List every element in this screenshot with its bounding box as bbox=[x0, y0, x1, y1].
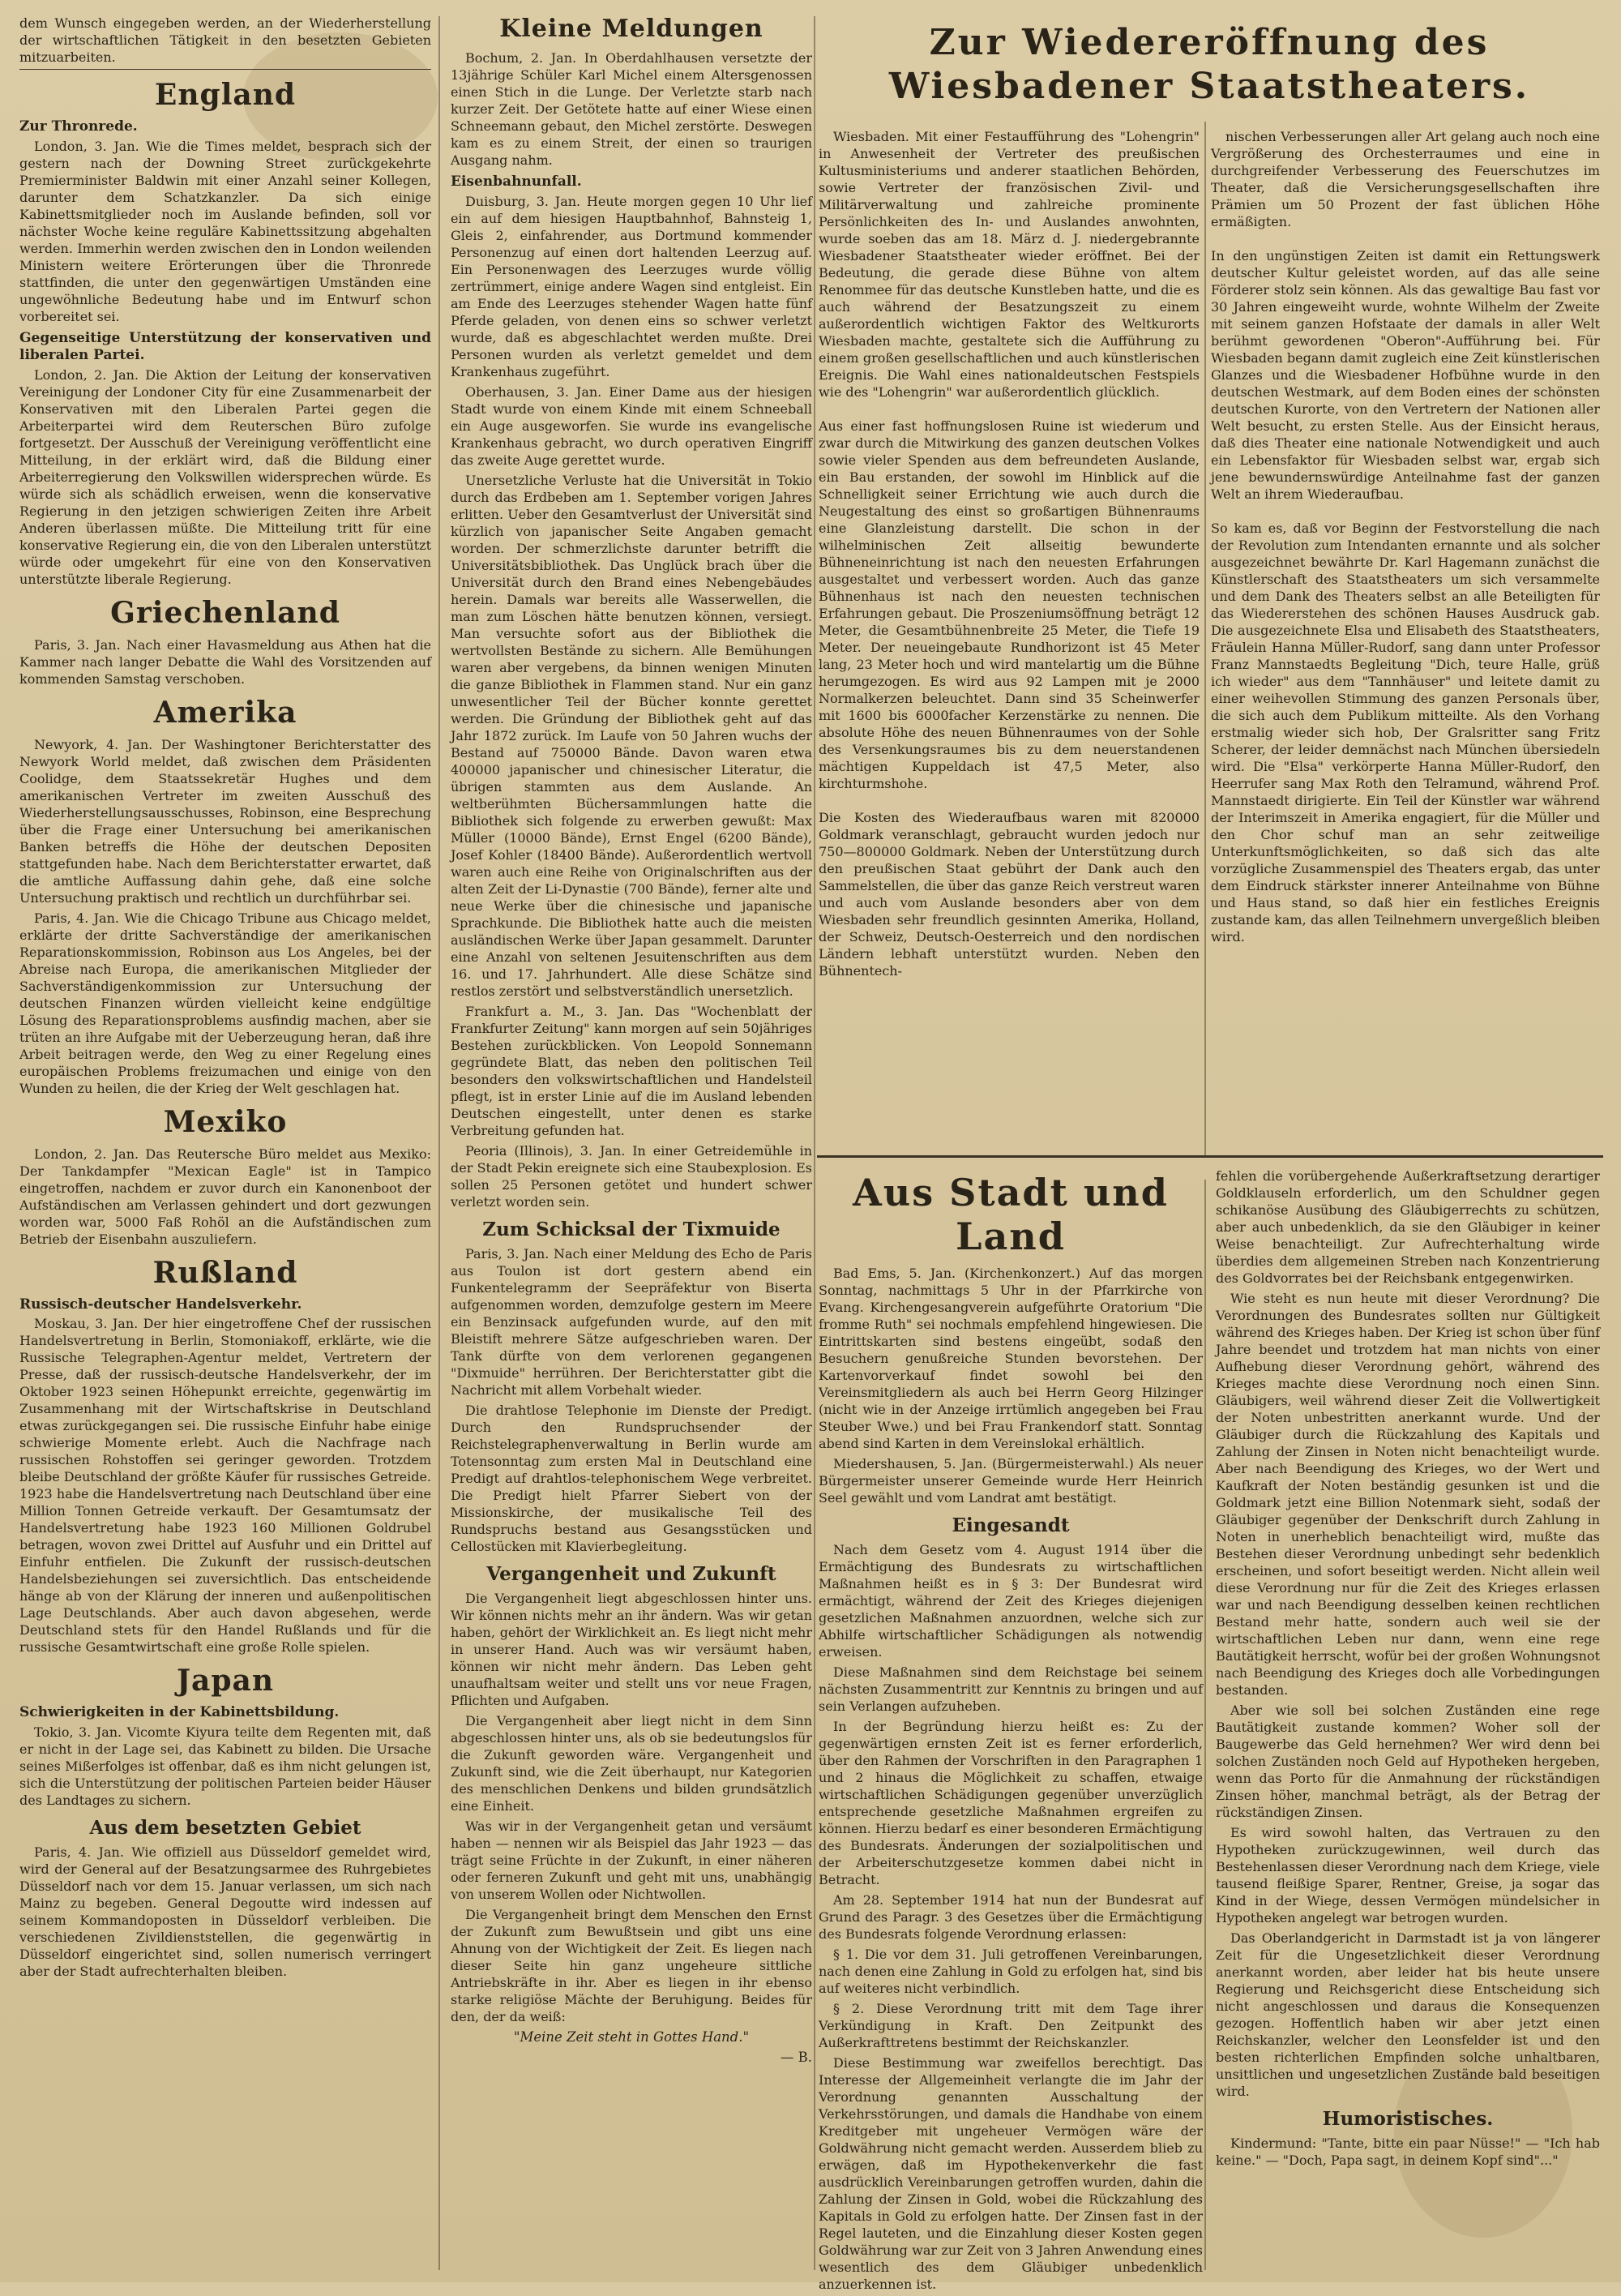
article-paragraph: Kindermund: "Tante, bitte ein paar Nüsse!" — "Ich hab keine." — "Doch, Papa sagt, in deinem Kopf sind"..." bbox=[1216, 2135, 1600, 2168]
section-heading-griechenland: Griechenland bbox=[110, 595, 340, 630]
article-paragraph: Tokio, 3. Jan. Vicomte Kiyura teilte dem Regenten mit, daß er nicht in der Lage sei, das Kabinett zu bilden. Die Ursache seines Mißerfolges ist offenbar, daß es ihm nicht gelungen ist, sich die Unterstützung der politischen Parteien beider Häuser des Landtages zu sichern. bbox=[19, 1724, 431, 1808]
article-paragraph: § 1. Die vor dem 31. Juli getroffenen Vereinbarungen, nach denen eine Zahlung in Gold zu erfolgen hat, sind bis auf weiteres nicht verbindlich. bbox=[819, 1947, 1203, 1996]
article-paragraph: Die Vergangenheit aber liegt nicht in dem Sinn abgeschlossen hinter uns, als ob sie bedeutungslos für die Zukunft geworden wäre. Vergangenheit und Zukunft sind, wie die Zeit überhaupt, nur Kategorien des menschlichen Denkens und bilden grundsätzlich eine Einheit. bbox=[451, 1712, 812, 1814]
article-paragraph: Duisburg, 3. Jan. Heute morgen gegen 10 Uhr lief ein auf dem hiesigen Hauptbahnhof, Bahnsteig 1, Gleis 2, einfahrender, aus Dortmund kommender Personenzug auf einen dort haltenden Leerzug auf. Ein Personenwagen des Leerzuges wurde völlig zertrümmert, einige andere Wagen sind entgleist. Ein am Ende des Leerzuges stehender Wagen hatte fünf Pferde geladen, von denen eins so schwer verletzt wurde, daß es abgeschlachtet werden mußte. Drei Personen wurden als verletzt gemeldet und dem Krankenhaus zugeführt. bbox=[451, 193, 812, 379]
article-paragraph: Miedershausen, 5. Jan. (Bürgermeisterwahl.) Als neuer Bürgermeister unserer Gemeinde wurde Herr Heinrich Seel gewählt und vom Landrat amt bestätigt. bbox=[819, 1456, 1203, 1506]
subheading: Schwierigkeiten in der Kabinettsbildung. bbox=[19, 1704, 340, 1720]
article-paragraph: Diese Bestimmung war zweifellos berechtigt. Das Interesse der Allgemeinheit verlangte die im Jahr der Verordnung genannten Ausschaltung der Verkehrsstörungen, und damals die Handhabe von einem Kreditgeber mit ungeheuer Vermögen wäre der Goldwährung nicht gemacht werden. Ausserdem blieb zu erwägen, daß im Hypothekenverkehr die fast ausdrücklich Vereinbarungen getroffen wurden, dahin die Zahlung der Zinsen in Gold, wobei die Rückzahlung des Kapitals in Gold zu erfolgen hatte. Der Zinsen fast in der Regel lauteten, und die Einzahlung dieser Kosten gegen Goldwährung war zur Zeit von 3 Jahren Anwendung eines wesentlich des dem Gläubiger unbedenklich anzuerkennen ist. bbox=[819, 2055, 1203, 2292]
subheading: Eisenbahnunfall. bbox=[451, 173, 582, 190]
section-heading-england: England bbox=[154, 78, 297, 112]
section-heading-vergangenheit: Vergangenheit und Zukunft bbox=[486, 1562, 776, 1585]
stadt-column-b bbox=[1216, 1167, 1600, 2296]
column-1 bbox=[19, 15, 431, 2268]
article-paragraph: Frankfurt a. M., 3. Jan. Das "Wochenblatt der Frankfurter Zeitung" kann morgen auf sein 50jähriges Bestehen zurückblicken. Von Leopold Sonnemann gegründete Blatt, das neben den politischen Teil besonders den volkswirtschaftlichen und Handelsteil pflegt, ist in erster Linie auf die im Ausland lebenden Deutschen eingestellt, unter denen es starke Verbreitung gefunden hat. bbox=[451, 1003, 812, 1138]
section-heading-mexiko: Mexiko bbox=[163, 1104, 288, 1139]
theater-headline bbox=[819, 15, 1600, 136]
section-heading-russland: Rußland bbox=[152, 1255, 298, 1290]
article-paragraph: Paris, 4. Jan. Wie offiziell aus Düsseldorf gemeldet wird, wird der General auf der Besatzungsarmee des Ruhrgebietes Düsseldorf nach vor dem 15. Januar verlassen, um sich nach Mainz zu begeben. General Degoutte wird indessen auf seinem Kommandoposten in Düsseldorf verbleiben. Die verschiedenen Zivildienststellen, die gegenwärtig in Düsseldorf eingerichtet sind, sollen numerisch verringert aber der Stadt aufrechterhalten bleiben. bbox=[19, 1844, 431, 1979]
section-heading-eingesandt: Eingesandt bbox=[952, 1514, 1070, 1536]
stadt-column-a bbox=[819, 1167, 1203, 2296]
aus-stadt-und-land bbox=[819, 1167, 1601, 2292]
article-paragraph: Das Oberlandgericht in Darmstadt ist ja von längerer Zeit für die Ungesetzlichkeit dieser Verordnung anerkannt worden, aber leider hat bis heute unsere Regierung und Reichsgericht diese Entscheidung sich nicht angeschlossen und daraus die Konsequenzen gezogen. Hoffentlich haben wir aber jetzt einen Reichskanzler, welcher den Leonsfelder ist und den besten richterlichen Empfinden solche unhaltbaren, unsittlichen und ungesetzlichen Zustände bald beseitigen wird. bbox=[1216, 1930, 1600, 2099]
section-heading-besetzt: Aus dem besetzten Gebiet bbox=[89, 1816, 361, 1839]
article-paragraph: In der Begründung hierzu heißt es: Zu der gegenwärtigen ernsten Zeit ist es ferner erforderlich, über den Rahmen der Vorschriften in den Paragraphen 1 und 2 hinaus die Möglichkeit zu schaffen, etwaige wirtschaftlichen Schädigungen gegenüber unverzüglich entsprechende gesetzliche Maßnahmen ergreifen zu können. Hierzu bedarf es einer besonderen Ermächtigung des Bundesrats. Änderungen der sozialpolitischen und der Arbeiterschutzgesetze kommen dabei nicht in Betracht. bbox=[819, 1719, 1203, 1887]
article-paragraph: Paris, 3. Jan. Nach einer Meldung des Echo de Paris aus Toulon ist dort gestern abend ein Funkentelegramm der Seepräfektur von Biserta aufgenommen worden, demzufolge gestern im Meere ein Benzinsack aufgefunden wurde, auf den mit Bleistift mehrere Sätze aufgeschrieben waren. Der Tank dürfte von dem verlorenen gegangenen "Dixmuide" herrühren. Der Berichterstatter gibt die Nachricht mit allem Vorbehalt wieder. bbox=[451, 1245, 812, 1398]
subheading: Russisch-deutscher Handelsverkehr. bbox=[19, 1296, 302, 1313]
article-paragraph: London, 2. Jan. Das Reutersche Büro meldet aus Mexiko: Der Tankdampfer "Mexican Eagle" ist in Tampico eingetroffen, nachdem er zuvor durch ein Kanonenboot der Aufständischen am Verlassen gehindert und dort gezwungen worden war, 5000 Faß Rohöl an die Aufständischen zum Betrieb der Eisenbahn auszuliefern. bbox=[19, 1146, 431, 1247]
article-paragraph: Peoria (Illinois), 3. Jan. In einer Getreidemühle in der Stadt Pekin ereignete sich eine Staubexplosion. Es sollen 25 Personen getötet und hundert schwer verletzt worden sein. bbox=[451, 1142, 812, 1210]
article-paragraph: nischen Verbesserungen aller Art gelang auch noch eine Vergrößerung des Orchesterraumes und eine in durchgreifender Verbesserung des Feuerschutzes im Theater, daß die Versicherungsgesellschaften ihre Prämien um 50 Prozent der fast üblichen Höhe ermäßigten. In den ungünstigen Zeiten ist damit ein Rettungswerk deutscher Kultur geleistet worden, auf das alle seine Förderer stolz sein können. Als das gewaltige Bau fast vor 30 Jahren eingeweiht wurde, wohnte Wilhelm der Zweite mit seinem ganzen Hofstaate der damals in aller Welt berühmt gewordenen "Oberon"-Aufführung bei. Für Wiesbaden begann damit zugleich eine Zeit künstlerischen Glanzes und die Wiesbadener Hofbühne wurde in den deutschen Westmark, auf dem Boden eines der schönsten deutschen Kurorte, von den Vertretern der Nationen aller Welt besucht, zu ersten Stelle. Aus der Einsicht heraus, daß dies Theater eine nationale Notwendigkeit und auch ein Lebensfaktor für Wiesbaden selbst war, ergab sich jene bewundernswürdige Anteilnahme fast der ganzen Welt an ihrem Wiederaufbau. So kam es, daß vor Beginn der Festvorstellung die nach der Revolution zum Intendanten ernannte und als solcher ausgezeichnet bewährte Dr. Karl Hagemann zunächst die Künstlerschaft des Staatstheaters um sich versammelte und dem Dank des Theaters selbst an alle Beteiligten für das Wiedererstehen des schönen Hauses Ausdruck gab. Die ausgezeichnete Elsa und Elisabeth des Staatstheaters, Fräulein Hanna Müller-Rudorf, sang dann unter Professor Franz Mannstaedts Begleitung "Dich, teure Halle, grüß ich wieder" aus dem "Tannhäuser" und leitete damit zu einer weihevollen Stimmung des ganzen Personals über, die sich auch dem Publikum mitteilte. Als den Vorhang erstmalig wieder sich hob, Der Gralsritter sang Fritz Scherer, der leider demnächst nach München übersiedeln wird. Die "Elsa" verkörperte Hanna Müller-Rudorf, den Heerrufer sang Max Roth den Telramund, während Prof. Mannstaedt dirigierte. Ein Teil der Künstler war während der Interimszeit in Amerika engagiert, für die Müller und den Chor schuf man an sehr zeitweilige Unterkunftsmöglichkeiten, so daß sich das alte vorzügliche Zusammenspiel des Theaters ergab, das unter dem Eindruck stärkster innerer Anteilnahme von Bühne und Haus stand, so daß hier ein festliches Ereignis zustande kam, das allen Teilnehmern unvergeßlich bleiben wird. bbox=[1211, 129, 1600, 945]
signature: — B. bbox=[780, 2050, 812, 2065]
section-heading-kleine-meldungen: Kleine Meldungen bbox=[499, 15, 763, 43]
section-rule bbox=[817, 1155, 1603, 1158]
column-rule bbox=[1204, 122, 1206, 1155]
column-rule bbox=[438, 16, 440, 2270]
article-paragraph: Bochum, 2. Jan. In Oberdahlhausen versetzte der 13jährige Schüler Karl Michel einem Altersgenossen einen Stich in die Lunge. Der Verletzte starb nach kurzer Zeit. Der Getötete hatte auf einer Wiese einen Schneemann gebaut, den Michel zerstörte. Deswegen kam es zu einem Streit, der einen so traurigen Ausgang nahm. bbox=[451, 50, 812, 168]
article-paragraph: Nach dem Gesetz vom 4. August 1914 über die Ermächtigung des Bundesrats zu wirtschaftlichen Maßnahmen heißt es in § 3: Der Bundesrat wird ermächtigt, während der Zeit des Krieges diejenigen gesetzlichen Maßnahmen anzuordnen, welche sich zur Abhilfe wirtschaftlicher Schädigungen als notwendig erweisen. bbox=[819, 1542, 1203, 1660]
headline-line-1: Zur Wiedereröffnung des bbox=[929, 22, 1490, 63]
headline-line-2: Wiesbadener Staatstheaters. bbox=[888, 66, 1530, 107]
article-paragraph: Paris, 3. Jan. Nach einer Havasmeldung aus Athen hat die Kammer nach langer Debatte die Wahl des Vorsitzenden auf kommenden Samstag verschoben. bbox=[19, 636, 431, 687]
article-paragraph: § 2. Diese Verordnung tritt mit dem Tage ihrer Verkündigung in Kraft. Den Zeitpunkt des Außerkrafttretens bestimmt der Reichskanzler. bbox=[819, 2001, 1203, 2050]
article-paragraph: Die Vergangenheit bringt dem Menschen den Ernst der Zukunft zum Bewußtsein und gibt uns eine Ahnung von der Wichtigkeit der Zeit. Es liegen nach dieser Seite hin ganz ungeheure sittliche Antriebskräfte in ihr. Aber es liegen in ihr ebenso starke religiöse Mächte der Beruhigung. Beides für den, der da weiß: bbox=[451, 1906, 812, 2024]
divider bbox=[19, 69, 431, 70]
article-paragraph: Bad Ems, 5. Jan. (Kirchenkonzert.) Auf das morgen Sonntag, nachmittags 5 Uhr in der Pfarrkirche von Evang. Kirchengesangverein aufgeführte Oratorium "Die fromme Ruth" sei nochmals empfehlend hingewiesen. Die Eintrittskarten sind bestens eingeübt, sodaß den Besuchern genußreiche Stunden bevorstehen. Der Kartenvorverkauf findet sowohl bei den Vereinsmitgliedern als auch bei Herrn Georg Hilzinger (nicht wie in der Anzeige irrtümlich angegeben bei Frau Steuber Wwe.) und bei Frau Frankendorf statt. Sonntag abend sind Karten in dem Vereinslokal erhältlich. bbox=[819, 1266, 1203, 1451]
article-paragraph: Am 28. September 1914 hat nun der Bundesrat auf Grund des Paragr. 3 des Gesetzes über die Ermächtigung des Bundesrats folgende Verordnung erlassen: bbox=[819, 1892, 1203, 1942]
article-paragraph: Oberhausen, 3. Jan. Einer Dame aus der hiesigen Stadt wurde von einem Kinde mit einem Schneeball ein Auge ausgeworfen. Sie wurde ins evangelische Krankenhaus gebracht, wo durch operativen Eingriff das zweite Auge gerettet wurde. bbox=[451, 383, 812, 468]
article-paragraph: Was wir in der Vergangenheit getan und versäumt haben — nennen wir als Beispiel das Jahr 1923 — das trägt seine Früchte in der Zukunft, in einer näheren oder ferneren Zukunft und geht mit uns, unabhängig von unserem Wollen oder Nichtwollen. bbox=[451, 1818, 812, 1902]
section-heading-tixmuide: Zum Schicksal der Tixmuide bbox=[482, 1218, 781, 1240]
article-paragraph: Wie steht es nun heute mit dieser Verordnung? Die Verordnungen des Bundesrates sollten nur Gültigkeit während des Krieges haben. Der Krieg ist schon über fünf Jahre beendet und trotzdem hat man nichts von einer Aufhebung dieser Verordnung gehört, während des Krieges machte diese Verordnung noch einen Sinn. Gläubigers, weil während dieser Zeit die Vollwertigkeit der Noten unbestritten anerkannt wurde. Und der Gläubiger durch die Rückzahlung des Kapitals und Zahlung der Zinsen in Noten nicht benachteiligt wurde. Aber nach Beendigung des Krieges, wo der Wert und Kaufkraft der Noten beständig gesunken ist und die Goldmark jetzt eine Billion Notenmark sieht, sodaß der Gläubiger gegenüber der Denkschrift durch Zahlung in Noten in unerheblich benachteiligt wird, mußte das Bestehen dieser Verordnung unbedingt sehr bedenklich erscheinen, und sofort beseitigt werden. Nicht allein weil diese Verordnung nur für die Zeit des Krieges erlassen war und nach Beendigung desselben keinen rechtlichen Bestand mehr hatte, sondern auch weil sie der wirtschaftlichen Leben nur dann, wenn eine rege Bautätigkeit herrscht, wofür bei der großen Wohnungsnot nach Beendigung des Krieges doch alle Vorbedingungen bestanden. bbox=[1216, 1291, 1600, 1698]
theater-column-b bbox=[1211, 128, 1600, 1151]
column-rule bbox=[814, 16, 815, 2270]
section-heading-amerika: Amerika bbox=[153, 695, 297, 730]
section-heading-aus-stadt: Aus Stadt und Land bbox=[853, 1171, 1169, 1258]
article-paragraph: Diese Maßnahmen sind dem Reichstage bei seinem nächsten Zusammentritt zur Kenntnis zu bringen und auf sein Verlangen aufzuheben. bbox=[819, 1664, 1203, 1714]
subheading: Gegenseitige Unterstützung der konservativen und liberalen Partei. bbox=[19, 329, 431, 363]
article-paragraph: London, 3. Jan. Wie die Times meldet, besprach sich der gestern nach der Downing Street zurückgekehrte Premierminister Baldwin mit einer Anzahl seiner Kollegen, darunter dem Schatzkanzler. Da sich einige Kabinettsmitglieder noch im Auslande befinden, soll vor nächster Woche keine reguläre Kabinettssitzung abgehalten werden. Immerhin werden zwischen den in London weilenden Ministern weitere Erörterungen über die Thronrede stattfinden, die unter den gegenwärtigen Umständen eine ungewöhnliche Bedeutung habe und im Entwurf schon vorbereitet sei. bbox=[19, 138, 431, 324]
intro-text: dem Wunsch eingegeben werden, an der Wiederherstellung der wirtschaftlichen Tätigkeit in den besetzten Gebieten mitzuarbeiten. bbox=[19, 15, 431, 65]
article-paragraph: Die drahtlose Telephonie im Dienste der Predigt. Durch den Rundspruchsender der Reichstelegraphenverwaltung in Berlin wurde am Totensonntag zum ersten Mal in Deutschland eine Predigt auf drahtlos-telephonischem Wege verbreitet. Die Predigt hielt Pfarrer Siebert von der Missionskirche, der musikalische Teil des Rundspruchs bestand aus Gesangsstücken und Cellostücken mit Klavierbegleitung. bbox=[451, 1402, 812, 1554]
column-2 bbox=[451, 15, 812, 2268]
article-paragraph: Die Vergangenheit liegt abgeschlossen hinter uns. Wir können nichts mehr an ihr ändern. Was wir getan haben, gehört der Wirklichkeit an. Es liegt nicht mehr in unserer Hand. Auch was wir versäumt haben, können wir nicht mehr ändern. Das Leben geht unaufhaltsam weiter und stellt uns vor neue Fragen, Pflichten und Aufgaben. bbox=[451, 1590, 812, 1708]
section-heading-humoristisches: Humoristisches. bbox=[1322, 2108, 1494, 2130]
subheading: Zur Thronrede. bbox=[19, 118, 138, 135]
article-paragraph: Paris, 4. Jan. Wie die Chicago Tribune aus Chicago meldet, erklärte der dritte Sachverständige der amerikanischen Reparationskommission, Robinson aus Los Angeles, bei der Abreise nach Europa, die amerikanischen Mitglieder der Sachverständigenkommission zur Untersuchung der deutschen Finanzen würden vielleicht keine endgültige Lösung des Reparationsproblems ausfindig machen, aber sie trüten an ihre Aufgabe mit der Ueberzeugung heran, daß ihre Arbeit beitragen werde, den Weg zu einer Regelung eines europäischen Problems freizumachen und einige von den Wunden zu heilen, die der Krieg der Welt geschlagen hat. bbox=[19, 910, 431, 1096]
article-paragraph: Aber wie soll bei solchen Zuständen eine rege Bautätigkeit zustande kommen? Woher soll der Baugewerbe das Geld hernehmen? Wer wird denn bei solchen Zuständen noch Geld auf Hypotheken hergeben, wenn das Porto für die Anmahnung der rückständigen Zinsen höher, manchmal beträgt, als der Betrag der rückständigen Zinsen. bbox=[1216, 1703, 1600, 1820]
quote: "Meine Zeit steht in Gottes Hand." bbox=[513, 2028, 750, 2045]
section-heading-japan: Japan bbox=[176, 1664, 275, 1698]
article-paragraph: Unersetzliche Verluste hat die Universität in Tokio durch das Erdbeben am 1. September vorigen Jahres erlitten. Ueber den Gesamtverlust der Universität sind kürzlich von japanischer Seite Angaben gemacht worden. Der schmerzlichste darunter betrifft die Universitätsbibliothek. Das Unglück brach über die Universität durch den Brand eines Nebengebäudes herein. Damals war bereits alle Wasserwellen, die man zum Löschen hätte benutzen können, versiegt. Man versuchte sofort aus der Bibliothek die wertvollsten Bestände zu sichern. Alle Bemühungen waren aber vergebens, da binnen wenigen Minuten die ganze Bibliothek in Flammen stand. Nur ein ganz unwesentlicher Teil der Bücher konnte gerettet werden. Die Gründung der Bibliothek geht auf das Jahr 1872 zurück. Im Laufe von 50 Jahren wuchs der Bestand auf 750000 Bände. Davon waren etwa 400000 japanischer und chinesischer Literatur, die übrigen stammten aus dem Auslande. An weltberühmten Büchersammlungen hatte die Bibliothek sich folgende zu erwerben gewußt: Max Müller (10000 Bände), Ernst Engel (6200 Bände), Josef Kohler (18400 Bände). Außerordentlich wertvoll waren auch eine Reihe von Originalschriften aus der alten Zeit der Li-Dynastie (700 Bände), ferner alte und neue Werke über die chinesische und japanische Sprachkunde. Die Bibliothek hatte auch die meisten ausländischen Werke über Japan gesammelt. Darunter eine Anzahl von seltenen Jesuitenschriften aus dem 16. und 17. Jahrhundert. Alle diese Schätze sind restlos zerstört und selbstverständlich unersetzlich. bbox=[451, 472, 812, 999]
article-paragraph: Newyork, 4. Jan. Der Washingtoner Berichterstatter des Newyork World meldet, daß zwischen dem Präsidenten Coolidge, dem Staatssekretär Hughes und dem amerikanischen Vertreter im zweiten Ausschuß des Wiederherstellungsausschusses, Robinson, eine Besprechung über die Frage einer Untersuchung bei amerikanischen Banken betreffs die Höhe der deutschen Depositen stattgefunden habe. Nach dem Berichterstatter erwartet, daß die amtliche Auffassung dahin gehe, daß eine solche Untersuchung praktisch und rechtlich un durchführbar sei. bbox=[19, 736, 431, 906]
theater-column-a bbox=[819, 128, 1200, 1151]
article-paragraph: Es wird sowohl halten, das Vertrauen zu den Hypotheken zurückzugewinnen, weil durch das Bestehenlassen dieser Verordnung nach dem Kriege, viele tausend fleißige Sparer, Rentner, Greise, ja sogar das Kind in der Wiege, dessen Vermögen mündelsicher in Hypotheken angelegt war betrogen wurden. bbox=[1216, 1825, 1601, 1925]
article-paragraph: Moskau, 3. Jan. Der hier eingetroffene Chef der russischen Handelsvertretung in Berlin, Stomoniakoff, erklärte, wie die Russische Telegraphen-Agentur meldet, Vertretern der Presse, daß der russisch-deutsche Handelsverkehr, der im Oktober 1923 seinen Höhepunkt erreichte, gegenwärtig im Zusammenhang mit der Wirtschaftskrise in Deutschland etwas zurückgegangen sei. Die russische Einfuhr habe einige schwierige Momente erlebt. Auch die Nachfrage nach russischen Rohstoffen sei geringer geworden. Trotzdem bleibe Deutschland der größte Käufer für russisches Getreide. 1923 habe die Handelsvertretung nach Deutschland über eine Million Tonnen Getreide verkauft. Der Gesamtumsatz der Handelsvertretung habe 1923 160 Millionen Goldrubel betragen, wovon zwei Drittel auf Ausfuhr und ein Drittel auf Einfuhr entfielen. Die Zukunft der russisch-deutschen Handelsbeziehungen sei zuversichtlich. Das entscheidende hänge ab von der Klärung der inneren und außenpolitischen Lage Deutschlands. Aber auch davon abgesehen, werde Deutschland stets für den Handel Rußlands und für die russische Gesamtwirtschaft eine große Rolle spielen. bbox=[19, 1316, 431, 1655]
article-paragraph: London, 2. Jan. Die Aktion der Leitung der konservativen Vereinigung der Londoner City für eine Zusammenarbeit der Konservativen mit den Liberalen Partei gegen die Arbeiterpartei wird dem Reuterschen Büro zufolge fortgesetzt. Der Ausschuß der Vereinigung veröffentlicht eine Mitteilung, in der erklärt wird, daß die Bildung einer Arbeiterregierung den Volkswillen widersprechen würde. Es würde sich als schädlich erweisen, wenn die konservative Regierung in den jetzigen schwierigen Zeiten ihre Arbeit Anderen überlassen müßte. Die Mitteilung tritt für eine konservative Regierung ein, die von den Liberalen unterstützt würde oder umgekehrt für eine von den Konservativen unterstützte liberale Regierung. bbox=[19, 366, 431, 587]
article-paragraph: Wiesbaden. Mit einer Festaufführung des "Lohengrin" in Anwesenheit der Vertreter des preußischen Kultusministeriums und anderer staatlichen Behörden, sowie Vertreter der französischen Zivil- und Militärverwaltung und zahlreiche prominente Persönlichkeiten des In- und Auslandes anwohnten, wurde soeben das am 18. März d. J. niedergebrannte Wiesbadener Staatstheater wieder eröffnet. Bei der Bedeutung, die gerade diese Bühne von altem Renommee für das deutsche Kunstleben hatte, und die es auch während der Besatzungszeit zu einem außerordentlich wichtigen Faktor des Weltkurorts Wiesbaden machte, gestaltete sich die Aufführung zu einem großen gesellschaftlichen und auch künstlerischen Ereignis. Die Wahl eines nationaldeutschen Festspiels wie des "Lohengrin" war außerordentlich glücklich. Aus einer fast hoffnungslosen Ruine ist wiederum und zwar durch die Mitwirkung des ganzen deutschen Volkes sowie vieler Spenden aus dem befreundeten Auslande, ein Bau erstanden, der sowohl im Hinblick auf die Schnelligkeit seiner Errichtung wie auch durch die Neugestaltung des einst so großartigen Bühnenraums eine Glanzleistung darstellt. Die schon in der wilhelminischen Zeit allseitig bewunderte Bühneneinrichtung ist nach den neuesten Erfahrungen ausgestaltet und verbessert worden. Auch das ganze Bühnenhaus ist nach den neuesten technischen Erfahrungen gebaut. Die Proszeniumsöffnung beträgt 12 Meter, die Gesamtbühnenbreite 25 Meter, die Tiefe 19 Meter. Der neueingebaute Rundhorizont ist 45 Meter lang, 23 Meter hoch und wird mantelartig um die Bühne herumgezogen. Es wird aus 92 Lampen mit je 2000 Normalkerzen beleuchtet. Dann sind 35 Scheinwerfer mit 1600 bis 6000facher Kerzenstärke zu nennen. Die absolute Höhe des neuen Bühnenraumes von der Sohle des Versenkungsraumes bis zu dem neuerstandenen mächtigen Kuppeldach ist 47,5 Meter, also kirchturmshohe. Die Kosten des Wiederaufbaus waren mit 820000 Goldmark veranschlagt, gebraucht wurden jedoch nur 750—800000 Goldmark. Neben der Unterstützung durch den preußischen Staat gebührt der Dank auch den Sammelstellen, die über das ganze Reich verstreut waren und auch vom Auslande besonders aber von dem Wiesbaden sehr freundlich gesinnten Amerika, Holland, der Schweiz, Deutsch-Oesterreich und den nordischen Ländern lebhaft unterstützt wurden. Neben den Bühnentech- bbox=[819, 129, 1200, 979]
article-paragraph: fehlen die vorübergehende Außerkraftsetzung derartiger Goldklauseln erforderlich, um den Schuldner gegen schikanöse Ausübung des Gläubigerrechts zu schützen, aber auch unbedenklich, da sie den Gläubiger in keiner Weise benachteiligt. Zur Aufrechterhaltung wirde überdies dem allgemeinen Streben nach Konzentrierung des Goldvorrates bei der Reichsbank entgegenwirken. bbox=[1216, 1168, 1600, 1286]
